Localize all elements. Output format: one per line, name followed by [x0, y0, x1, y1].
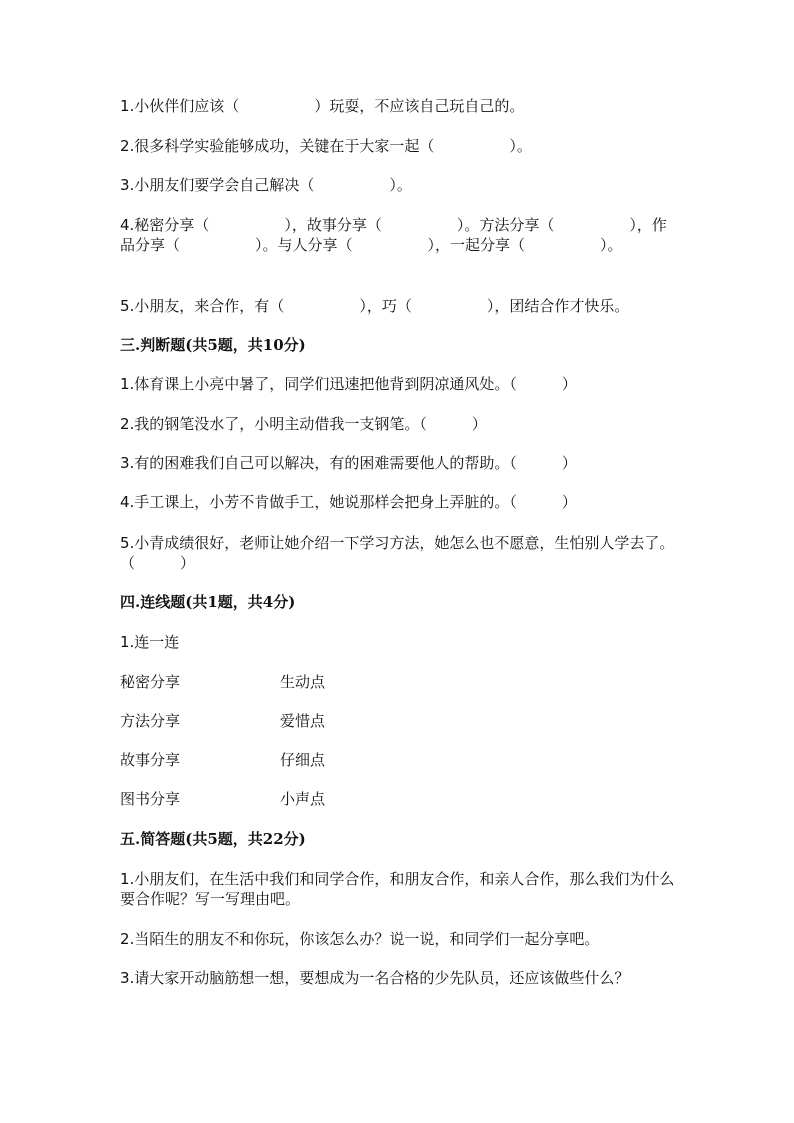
- judge-q3: 3.有的困难我们自己可以解决，有的困难需要他人的帮助。（ ）: [120, 454, 577, 472]
- fill-blank-q1: 1.小伙伴们应该（ ）玩耍，不应该自己玩自己的。: [120, 97, 525, 115]
- fill-blank-q2: 2.很多科学实验能够成功，关键在于大家一起（ ）。: [120, 137, 532, 155]
- fill-blank-q4: 4.秘密分享（ ），故事分享（ ）。方法分享（ ），作品分享（ ）。与人分享（ ），一起分享（ ）。: [120, 216, 667, 254]
- section-title-short-answer: 五.简答题(共5题，共22分): [120, 830, 306, 848]
- short-answer-q2: 2.当陌生的朋友不和你玩，你该怎么办？说一说，和同学们一起分享吧。: [120, 930, 600, 948]
- match-right-item: 仔细点: [280, 751, 326, 769]
- judge-q2: 2.我的钢笔没水了，小明主动借我一支钢笔。（ ）: [120, 415, 487, 433]
- match-right-item: 爱惜点: [280, 712, 326, 730]
- short-answer-q1: 1.小朋友们，在生活中我们和同学合作，和朋友合作，和亲人合作，那么我们为什么要合作呢？写一写理由吧。: [120, 870, 675, 908]
- judge-q4: 4.手工课上，小芳不肯做手工，她说那样会把身上弄脏的。（ ）: [120, 493, 577, 511]
- judge-q1: 1.体育课上小亮中暑了，同学们迅速把他背到阴凉通风处。（ ）: [120, 375, 577, 393]
- section-title-match: 四.连线题(共1题，共4分): [120, 593, 296, 611]
- match-left-item: 方法分享: [120, 712, 181, 730]
- match-question: 1.连一连: [120, 633, 180, 651]
- match-left-item: 秘密分享: [120, 673, 181, 691]
- section-title-judge: 三.判断题(共5题，共10分): [120, 336, 306, 354]
- judge-q5: 5.小青成绩很好，老师让她介绍一下学习方法，她怎么也不愿意，生怕别人学去了。（ ）: [120, 534, 675, 572]
- short-answer-q3: 3.请大家开动脑筋想一想，要想成为一名合格的少先队员，还应该做些什么？: [120, 969, 630, 987]
- match-right-item: 小声点: [280, 790, 326, 808]
- match-right-item: 生动点: [280, 673, 326, 691]
- fill-blank-q3: 3.小朋友们要学会自己解决（ ）。: [120, 176, 412, 194]
- match-left-item: 故事分享: [120, 751, 181, 769]
- match-left-item: 图书分享: [120, 790, 181, 808]
- fill-blank-q5: 5.小朋友，来合作，有（ ），巧（ ），团结合作才快乐。: [120, 297, 630, 315]
